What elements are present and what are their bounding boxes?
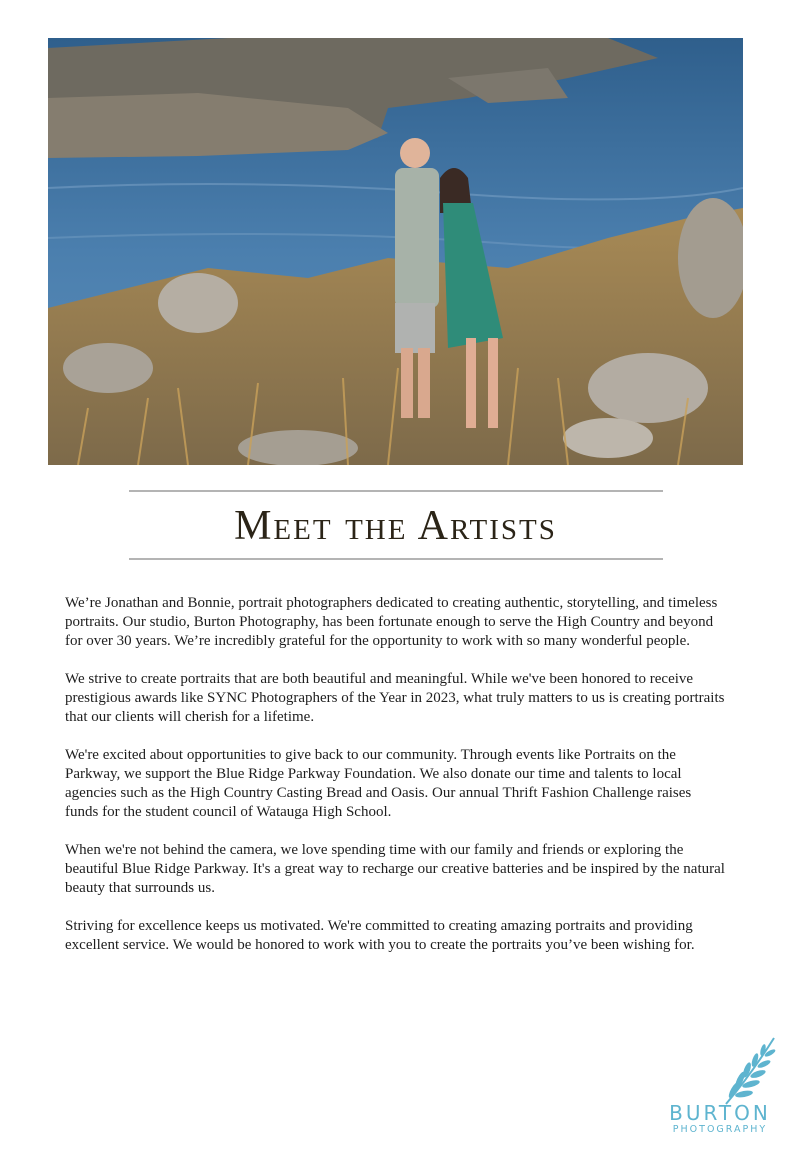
fern-leaf-icon (720, 1036, 780, 1106)
artists-photo (48, 38, 743, 465)
bio-text (65, 594, 727, 974)
bio-paragraph: We’re Jonathan and Bonnie, portrait photographers dedicated to creating authentic, storytelling, and timeless portraits. Our studio, Burton Photography, has been fortunate enough to serve the High Country and beyond for over 30 years. We’re incredibly grateful for the opportunity to work with so many wonderful people. (65, 595, 718, 649)
logo-subtitle: PHOTOGRAPHY (672, 1124, 768, 1135)
heading-top-rule (129, 490, 663, 492)
couple-by-sea-photo (48, 38, 743, 465)
bio-paragraph: When we're not behind the camera, we love spending time with our family and friends or exploring the beautiful Blue Ridge Parkway. It's a great way to recharge our creative batteries and be inspired by the natural beauty that surrounds us. (65, 842, 725, 896)
bio-paragraph: We strive to create portraits that are both beautiful and meaningful. While we've been honored to receive prestigious awards like SYNC Photographers of the Year in 2023, what truly matters to us is creating portraits that our clients will cherish for a lifetime. (65, 671, 725, 725)
heading-bottom-rule (129, 558, 663, 560)
bio-paragraph: We're excited about opportunities to give back to our community. Through events like Portraits on the Parkway, we support the Blue Ridge Parkway Foundation. We also donate our time and talents to local agencies such as the High Country Casting Bread and Oasis. Our annual Thrift Fashion Challenge raises funds for the student council of Watauga High School. (65, 747, 692, 820)
logo-name: BURTON (669, 1101, 771, 1125)
bio-paragraph: Striving for excellence keeps us motivated. We're committed to creating amazing portraits and providing excellent service. We would be honored to work with you to create the portraits you’ve been wishing for. (65, 918, 695, 953)
burton-photography-logo (660, 1036, 780, 1140)
page-title: Meet the Artists (234, 503, 557, 549)
